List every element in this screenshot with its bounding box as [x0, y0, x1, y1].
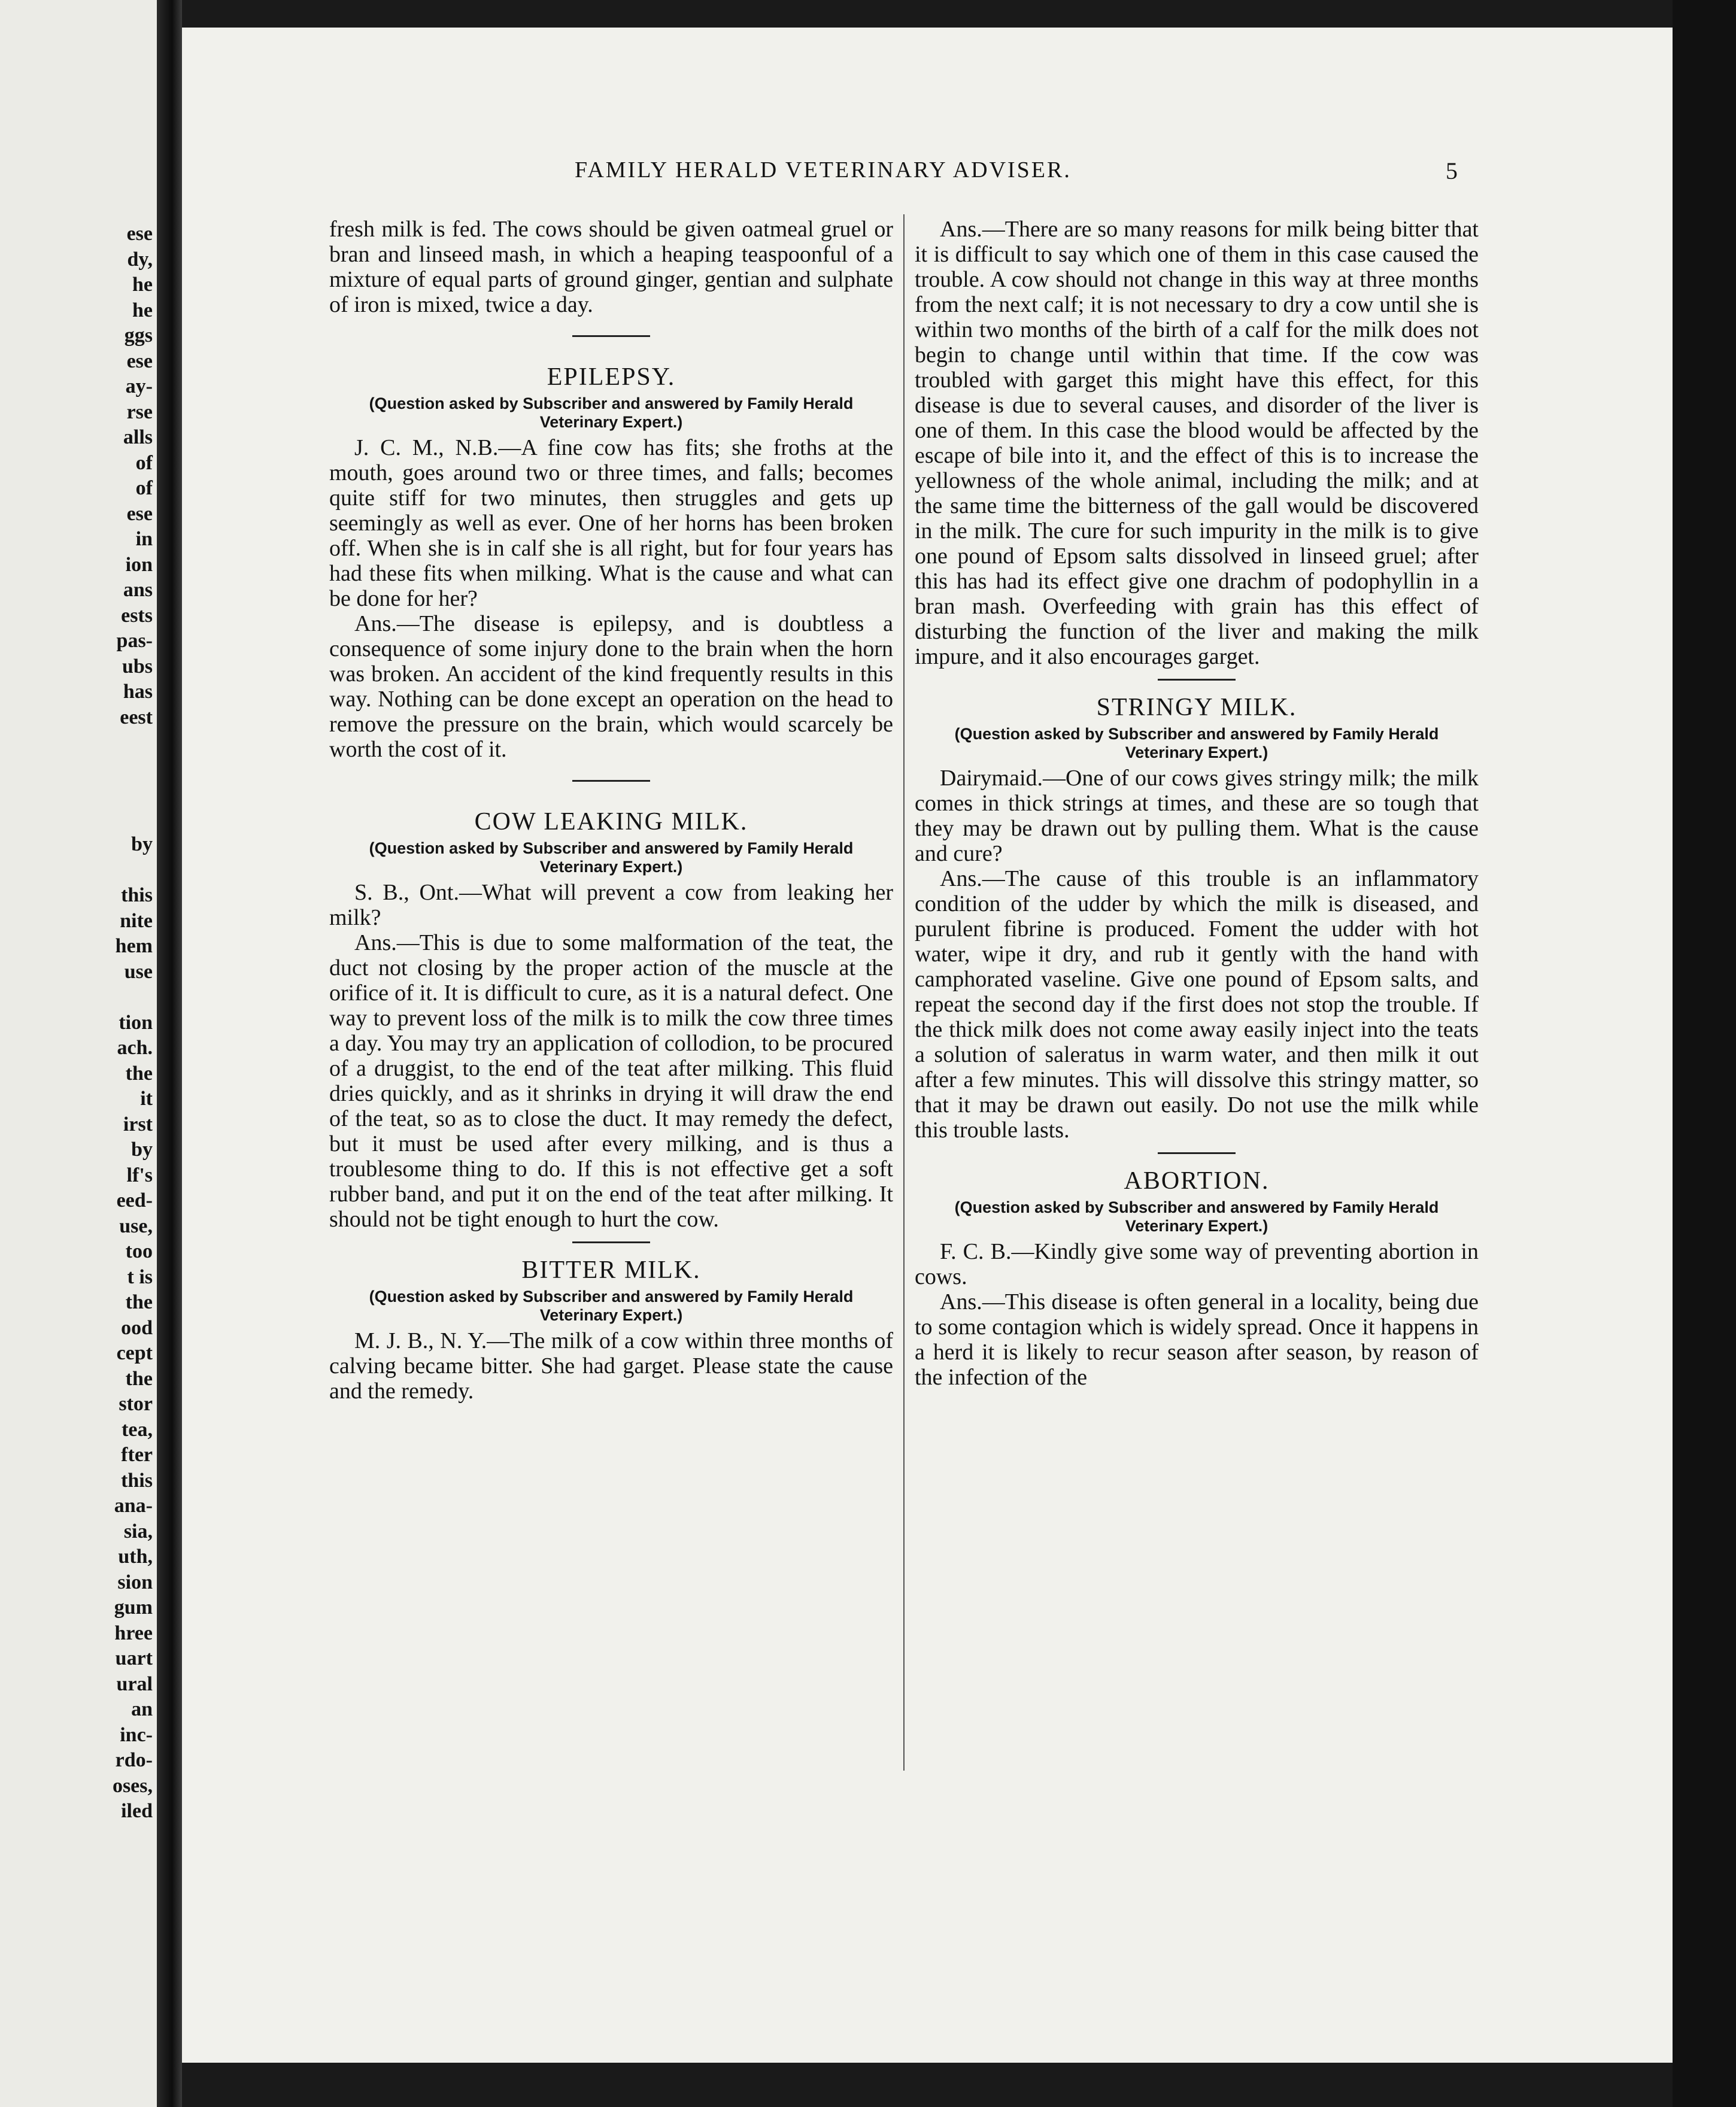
- margin-fragment: ach.: [117, 1037, 153, 1059]
- column-rule: [903, 214, 905, 1771]
- continued-paragraph: fresh milk is fed. The cows should be given oatmeal gruel or bran and linseed mash, in which a heaping teaspoonful of a mixture of equal parts of ground ginger, gentian and sulphate of iron is mixed, twice a day.: [329, 217, 893, 317]
- margin-fragment: eed-: [116, 1189, 153, 1212]
- margin-fragment: sia,: [123, 1520, 153, 1543]
- margin-fragment: ans: [123, 579, 153, 601]
- margin-fragment: ese: [126, 223, 153, 245]
- margin-fragment: it: [140, 1088, 153, 1110]
- margin-fragment: use: [124, 960, 153, 983]
- margin-fragment: eest: [120, 706, 153, 728]
- answer-text: Ans.—This is due to some malformation of the teat, the duct not closing by the proper action of the muscle at the orifice of it. It is difficult to cure, as it is a natural defect. One way to prevent loss of the milk is to milk the cow three times a day. You may try an application of collodion, to be procured of a druggist, to the end of the teat after milking. This fluid dries quickly, and as it shrinks in drying it will draw the end of the teat, so as to close the duct. It may remedy the defect, but it must be used after every milking, and is thus a troublesome thing to do. If this is not effective get a soft rubber band, and put it on the end of the teat after milking. It should not be tight enough to hurt the cow.: [329, 930, 893, 1232]
- margin-fragment: uart: [115, 1647, 153, 1669]
- margin-fragment: ood: [121, 1316, 153, 1339]
- margin-fragment: tea,: [122, 1418, 153, 1441]
- question-text: Dairymaid.—One of our cows gives stringy milk; the milk comes in thick strings at times, and these are so tough that they may be drawn out by pulling them. What is the cause and cure?: [915, 766, 1479, 866]
- margin-fragment: ion: [125, 553, 153, 576]
- answer-text: Ans.—There are so many reasons for milk being bitter that it is difficult to say which one of them in this case caused the trouble. A cow should not change in this way at three months from the next calf; it is not necessary to dry a cow until she is within two months of the birth of a calf for the milk does not begin to change until within that time. If the cow was troubled with garget this might have this effect, for this disease is due to several causes, and disorder of the liver is one of them. In this case the blood would be affected by the escape of bile into it, and the effect of this is to increase the yellowness of the whole animal, including the milk; and at the same time the bitterness of the gall would be discovered in the milk. The cure for such impurity in the milk is to give one pound of Epsom salts dissolved in linseed gruel; after this has had its effect give one drachm of podophyllin in a bran mash. Overfeeding with grain has this effect of disturbing the function of the liver and making the milk impure, and it also encourages garget.: [915, 217, 1479, 669]
- right-column: [915, 217, 1479, 1390]
- article-title-epilepsy: EPILEPSY.: [547, 363, 676, 391]
- question-credit: (Question asked by Subscriber and answered by Family Herald Veterinary Expert.): [369, 394, 854, 431]
- question-credit: (Question asked by Subscriber and answered by Family Herald Veterinary Expert.): [369, 839, 854, 876]
- margin-fragment: cept: [116, 1342, 153, 1364]
- question-text: F. C. B.—Kindly give some way of preventing abortion in cows.: [915, 1239, 1479, 1289]
- margin-fragment: alls: [123, 426, 153, 448]
- margin-fragment: use,: [119, 1215, 153, 1237]
- margin-fragment: t is: [127, 1265, 153, 1288]
- margin-fragment: ese: [126, 502, 153, 525]
- question-credit: (Question asked by Subscriber and answered by Family Herald Veterinary Expert.): [954, 725, 1439, 761]
- margin-fragment: ay-: [125, 375, 153, 397]
- margin-fragment: hem: [115, 935, 153, 957]
- left-column: [329, 217, 893, 1404]
- margin-fragment: stor: [119, 1393, 153, 1415]
- margin-fragment: the: [125, 1062, 153, 1085]
- margin-fragment: rse: [126, 400, 153, 423]
- article-title-stringy: STRINGY MILK.: [1096, 694, 1297, 721]
- margin-fragment: uth,: [118, 1546, 153, 1568]
- margin-fragment: fter: [121, 1444, 153, 1466]
- margin-fragment: lf's: [126, 1164, 153, 1186]
- answer-text: Ans.—The cause of this trouble is an inflammatory condition of the udder by which the milk is diseased, and purulent fibrine is produced. Foment the udder with hot water, wipe it dry, and rub it gently with the hand with camphorated vaseline. Give one pound of Epsom salts, and repeat the second day if the first does not stop the trouble. If the thick milk does not come away easily inject into the teats a solution of saleratus in warm water, and then milk it out after a few minutes. This will dissolve this stringy matter, so that it may be drawn out easily. Do not use the milk while this trouble lasts.: [915, 866, 1479, 1143]
- margin-fragment: ana-: [114, 1495, 153, 1517]
- margin-fragment: oses,: [112, 1774, 153, 1797]
- margin-fragment: dy,: [127, 248, 153, 271]
- section-divider: [1158, 1152, 1236, 1154]
- article-title-abortion: ABORTION.: [1124, 1167, 1270, 1195]
- margin-fragment: ese: [126, 350, 153, 372]
- margin-fragment: tion: [119, 1011, 153, 1034]
- binding-gutter: [157, 0, 182, 2107]
- margin-fragment: by: [131, 833, 153, 855]
- margin-fragment: rdo-: [115, 1749, 153, 1771]
- facing-page-strip: [0, 0, 157, 2107]
- margin-fragment: this: [121, 1469, 153, 1492]
- scan-border: [1673, 0, 1736, 2107]
- margin-fragment: ubs: [122, 655, 153, 678]
- answer-text: Ans.—The disease is epilepsy, and is doubtless a consequence of some injury done to the brain when the horn was broken. An accident of the kind frequently results in this way. Nothing can be done except an operation on the head to remove the pressure on the brain, which would scarcely be worth the cost of it.: [329, 611, 893, 762]
- margin-fragment: pas-: [116, 630, 153, 652]
- margin-fragment: the: [125, 1291, 153, 1313]
- margin-fragment: ggs: [124, 324, 153, 347]
- section-divider: [572, 1241, 650, 1243]
- section-divider: [1158, 679, 1236, 681]
- margin-fragment: [0, 985, 153, 1010]
- answer-text: Ans.—This disease is often general in a locality, being due to some contagion which is widely spread. Once it happens in a herd it is likely to recur season after season, by reason of the infection of the: [915, 1289, 1479, 1390]
- question-text: M. J. B., N. Y.—The milk of a cow within three months of calving became bitter. She had garget. Please state the cause and the remedy.: [329, 1328, 893, 1404]
- facing-page-fragments: [0, 221, 153, 1824]
- page-number: 5: [1446, 157, 1458, 184]
- question-text: J. C. M., N.B.—A fine cow has fits; she froths at the mouth, goes around two or three times, and falls; becomes quite stiff for two minutes, then struggles and gets up seemingly as well as ever. One of her horns has been broken off. When she is in calf she is all right, but for four years has had these fits when milking. What is the cause and what can be done for her?: [329, 435, 893, 611]
- fragment-gap: [0, 730, 153, 832]
- margin-fragment: by: [131, 1138, 153, 1161]
- margin-fragment: iled: [121, 1800, 153, 1822]
- margin-fragment: this: [121, 884, 153, 906]
- section-divider: [572, 335, 650, 337]
- margin-fragment: hree: [114, 1622, 153, 1644]
- margin-fragment: has: [123, 681, 153, 703]
- margin-fragment: in: [135, 528, 153, 550]
- margin-fragment: sion: [117, 1571, 153, 1593]
- article-title-bitter: BITTER MILK.: [521, 1256, 701, 1284]
- question-text: S. B., Ont.—What will prevent a cow from leaking her milk?: [329, 880, 893, 930]
- margin-fragment: too: [125, 1240, 153, 1262]
- margin-fragment: nite: [120, 909, 153, 932]
- margin-fragment: irst: [123, 1113, 153, 1136]
- margin-fragment: he: [132, 299, 153, 321]
- margin-fragment: of: [135, 451, 153, 474]
- margin-fragment: gum: [114, 1596, 153, 1619]
- margin-fragment: inc-: [120, 1723, 153, 1746]
- margin-fragment: an: [131, 1698, 153, 1720]
- margin-fragment: ests: [121, 604, 153, 627]
- question-credit: (Question asked by Subscriber and answered by Family Herald Veterinary Expert.): [369, 1288, 854, 1324]
- margin-fragment: ural: [116, 1672, 153, 1695]
- question-credit: (Question asked by Subscriber and answered by Family Herald Veterinary Expert.): [954, 1198, 1439, 1235]
- margin-fragment: he: [132, 274, 153, 296]
- article-title-leaking: COW LEAKING MILK.: [474, 808, 748, 836]
- margin-fragment: [0, 858, 153, 884]
- section-divider: [572, 780, 650, 782]
- margin-fragment: of: [135, 477, 153, 499]
- margin-fragment: the: [125, 1367, 153, 1390]
- running-title: FAMILY HERALD VETERINARY ADVISER.: [575, 157, 1072, 183]
